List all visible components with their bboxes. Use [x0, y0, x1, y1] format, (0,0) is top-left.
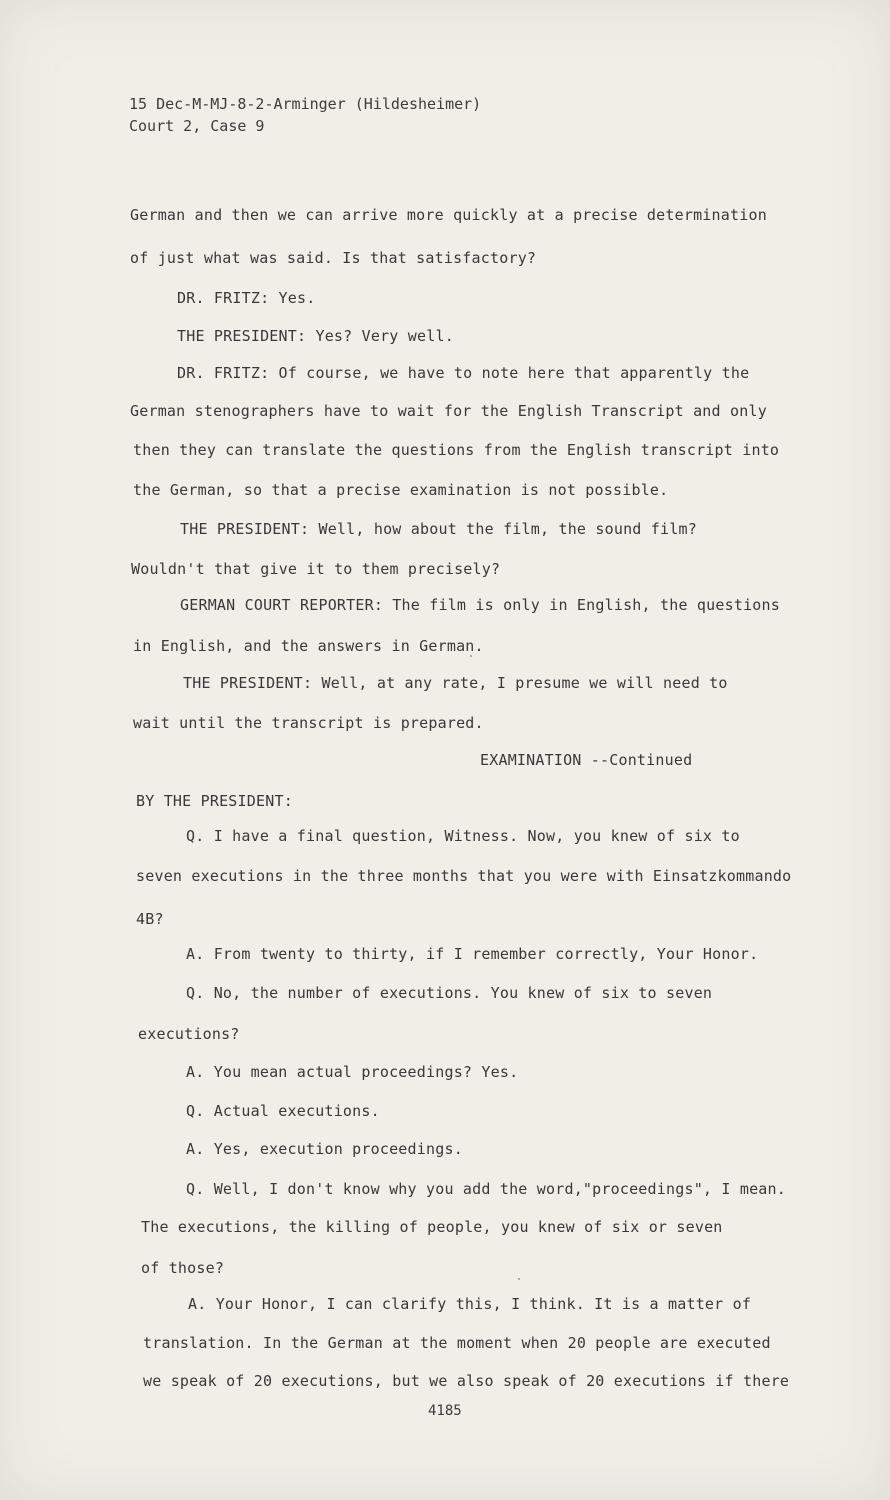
transcript-line: Wouldn't that give it to them precisely? [131, 560, 501, 578]
transcript-line: the German, so that a precise examination is not possible. [133, 481, 669, 499]
transcript-line: in English, and the answers in German. [133, 637, 484, 655]
paper-speck [470, 655, 472, 657]
transcript-line: A. You mean actual proceedings? Yes. [186, 1063, 519, 1081]
transcript-line: seven executions in the three months that you were with Einsatzkommando [136, 867, 792, 885]
header-line-2: Court 2, Case 9 [129, 117, 265, 135]
transcript-line: THE PRESIDENT: Well, at any rate, I presume we will need to [183, 674, 728, 692]
transcript-line: we speak of 20 executions, but we also speak of 20 executions if there [143, 1372, 790, 1390]
transcript-line: Q. Actual executions. [186, 1102, 380, 1120]
transcript-line: THE PRESIDENT: Well, how about the film, the sound film? [180, 520, 697, 538]
transcript-line: DR. FRITZ: Of course, we have to note here that apparently the [177, 364, 750, 382]
transcript-line: executions? [138, 1025, 240, 1043]
transcript-line: A. Yes, execution proceedings. [186, 1140, 463, 1158]
transcript-line: of just what was said. Is that satisfactory? [130, 249, 537, 267]
transcript-line: of those? [141, 1259, 225, 1277]
transcript-line: The executions, the killing of people, you knew of six or seven [141, 1218, 723, 1236]
transcript-line: translation. In the German at the moment when 20 people are executed [143, 1334, 771, 1352]
transcript-line: GERMAN COURT REPORTER: The film is only in English, the questions [180, 596, 780, 614]
transcript-line: Q. Well, I don't know why you add the word,"proceedings", I mean. [186, 1180, 786, 1198]
transcript-line: then they can translate the questions from the English transcript into [133, 441, 780, 459]
transcript-line: German stenographers have to wait for the English Transcript and only [130, 402, 767, 420]
transcript-line: THE PRESIDENT: Yes? Very well. [177, 327, 454, 345]
paper-speck [518, 1278, 520, 1280]
section-heading: EXAMINATION --Continued [480, 751, 693, 769]
transcript-line: DR. FRITZ: Yes. [177, 289, 316, 307]
transcript-line: A. From twenty to thirty, if I remember correctly, Your Honor. [186, 945, 759, 963]
transcript-line: A. Your Honor, I can clarify this, I think. It is a matter of [188, 1295, 752, 1313]
header-line-1: 15 Dec-M-MJ-8-2-Arminger (Hildesheimer) [129, 95, 482, 113]
transcript-line: 4B? [136, 910, 164, 928]
document-header [129, 93, 481, 137]
transcript-line: wait until the transcript is prepared. [133, 714, 484, 732]
transcript-line: Q. No, the number of executions. You knew of six to seven [186, 984, 713, 1002]
transcript-line: BY THE PRESIDENT: [136, 792, 293, 810]
transcript-line: Q. I have a final question, Witness. Now, you knew of six to [186, 827, 740, 845]
transcript-line: German and then we can arrive more quickly at a precise determination [130, 206, 767, 224]
page-number: 4185 [428, 1403, 462, 1419]
